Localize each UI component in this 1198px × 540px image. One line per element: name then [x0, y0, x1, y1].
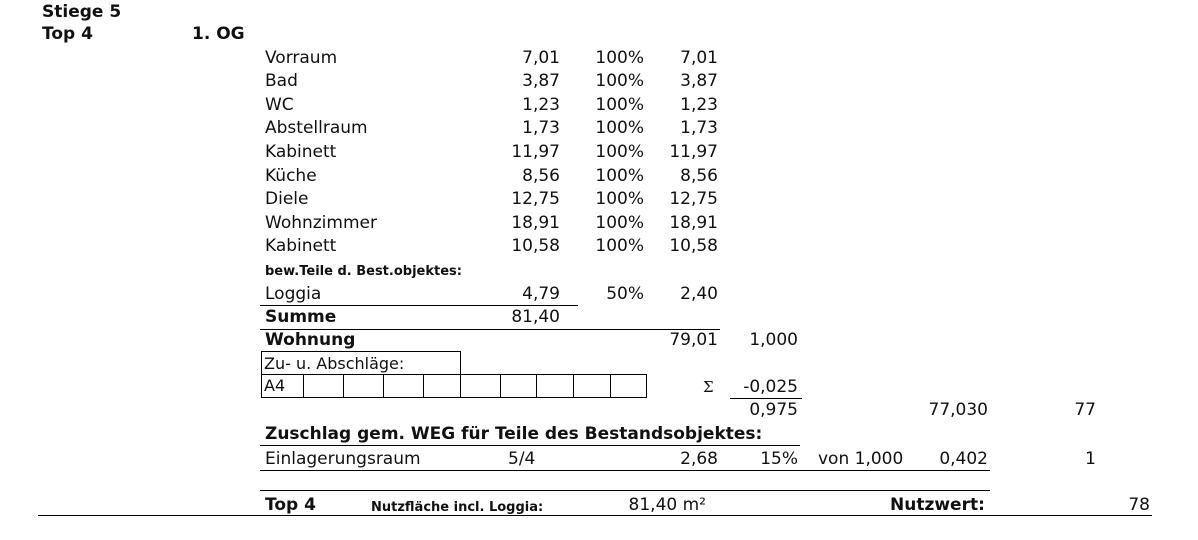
room-weighted: 10,58	[669, 236, 718, 256]
zuschlag-rounded: 1	[1085, 449, 1096, 469]
loggia-percent: 50%	[606, 284, 644, 304]
room-area: 10,58	[511, 236, 560, 256]
room-name: Küche	[265, 166, 317, 186]
room-weighted: 8,56	[680, 166, 718, 186]
zuab-grid-line	[500, 374, 501, 397]
nutzflaeche-value: 81,40 m²	[628, 495, 706, 515]
footer-top-label: Top 4	[265, 495, 316, 515]
nutzflaeche-label: Nutzfläche incl. Loggia:	[371, 500, 544, 515]
zuschlag-value: 0,402	[939, 449, 988, 469]
room-weighted: 18,91	[669, 213, 718, 233]
room-area: 18,91	[511, 213, 560, 233]
zuab-code: A4	[264, 376, 286, 395]
zuab-grid-line	[536, 374, 537, 397]
zuschlag-heading: Zuschlag gem. WEG für Teile des Bestandsobjektes:	[265, 424, 763, 444]
room-name: Kabinett	[265, 236, 337, 256]
room-percent: 100%	[595, 166, 644, 186]
room-area: 8,56	[522, 166, 560, 186]
zuab-grid-line	[610, 374, 611, 397]
room-weighted: 12,75	[669, 189, 718, 209]
top-label: Top 4	[42, 24, 93, 44]
zuab-grid-line	[423, 374, 424, 397]
zuab-underline	[730, 398, 802, 399]
zuab-grid-line	[573, 374, 574, 397]
room-area: 11,97	[511, 142, 560, 162]
zuschlag-area: 2,68	[680, 449, 718, 469]
zuschlag-name: Einlagerungsraum	[265, 449, 421, 469]
wohnung-factor: 1,000	[749, 330, 798, 350]
room-name: Bad	[265, 71, 298, 91]
nutzwert-value: 78	[1128, 495, 1150, 515]
room-name: Abstellraum	[265, 118, 368, 138]
zuab-box-top	[261, 351, 461, 352]
zuab-box-right	[460, 351, 461, 374]
wohnung-label: Wohnung	[265, 330, 356, 350]
room-percent: 100%	[595, 189, 644, 209]
zuschlag-underline	[260, 470, 990, 471]
stiege-label: Stiege 5	[42, 2, 122, 22]
zuab-grid-line	[383, 374, 384, 397]
floor-label: 1. OG	[192, 24, 245, 44]
zuab-value: -0,025	[743, 377, 798, 397]
summe-value: 81,40	[511, 307, 560, 327]
zuab-grid-line	[343, 374, 344, 397]
room-percent: 100%	[595, 48, 644, 68]
zuab-label: Zu- u. Abschläge:	[264, 354, 405, 373]
room-weighted: 7,01	[680, 48, 718, 68]
zuschlag-von: von 1,000	[818, 449, 904, 469]
zuab-grid-top	[261, 374, 647, 375]
room-percent: 100%	[595, 236, 644, 256]
zuab-grid-line	[460, 374, 461, 397]
room-area: 7,01	[522, 48, 560, 68]
room-weighted: 11,97	[669, 142, 718, 162]
summe-label: Summe	[265, 307, 337, 327]
zuab-nutzwert: 77,030	[928, 400, 988, 420]
room-weighted: 1,23	[680, 95, 718, 115]
sigma-symbol: Σ	[703, 378, 714, 396]
room-area: 12,75	[511, 189, 560, 209]
room-name: WC	[265, 95, 294, 115]
room-percent: 100%	[595, 213, 644, 233]
zuschlag-heading-underline	[260, 445, 800, 446]
zuab-grid-line	[303, 374, 304, 397]
zuschlag-percent: 15%	[760, 449, 798, 469]
footer-top-line	[260, 490, 990, 491]
room-name: Kabinett	[265, 142, 337, 162]
zuschlag-code: 5/4	[508, 449, 536, 469]
room-area: 1,23	[522, 95, 560, 115]
loggia-area: 4,79	[522, 284, 560, 304]
loggia-name: Loggia	[265, 284, 322, 304]
room-weighted: 3,87	[680, 71, 718, 91]
zuab-rounded: 77	[1074, 400, 1096, 420]
room-percent: 100%	[595, 95, 644, 115]
room-name: Wohnzimmer	[265, 213, 377, 233]
zuab-grid-line	[646, 374, 647, 397]
loggia-weighted: 2,40	[680, 284, 718, 304]
room-area: 3,87	[522, 71, 560, 91]
room-weighted: 1,73	[680, 118, 718, 138]
loggia-underline	[260, 305, 578, 306]
room-area: 1,73	[522, 118, 560, 138]
zuab-result: 0,975	[749, 400, 798, 420]
room-percent: 100%	[595, 71, 644, 91]
room-percent: 100%	[595, 142, 644, 162]
bew-teile-heading: bew.Teile d. Best.objektes:	[265, 264, 462, 279]
wohnung-value: 79,01	[669, 330, 718, 350]
room-name: Diele	[265, 189, 309, 209]
room-percent: 100%	[595, 118, 644, 138]
room-name: Vorraum	[265, 48, 338, 68]
zuab-grid-bottom	[261, 397, 647, 398]
nutzwert-label: Nutzwert:	[890, 495, 985, 515]
footer-bottom-line	[38, 515, 1152, 516]
